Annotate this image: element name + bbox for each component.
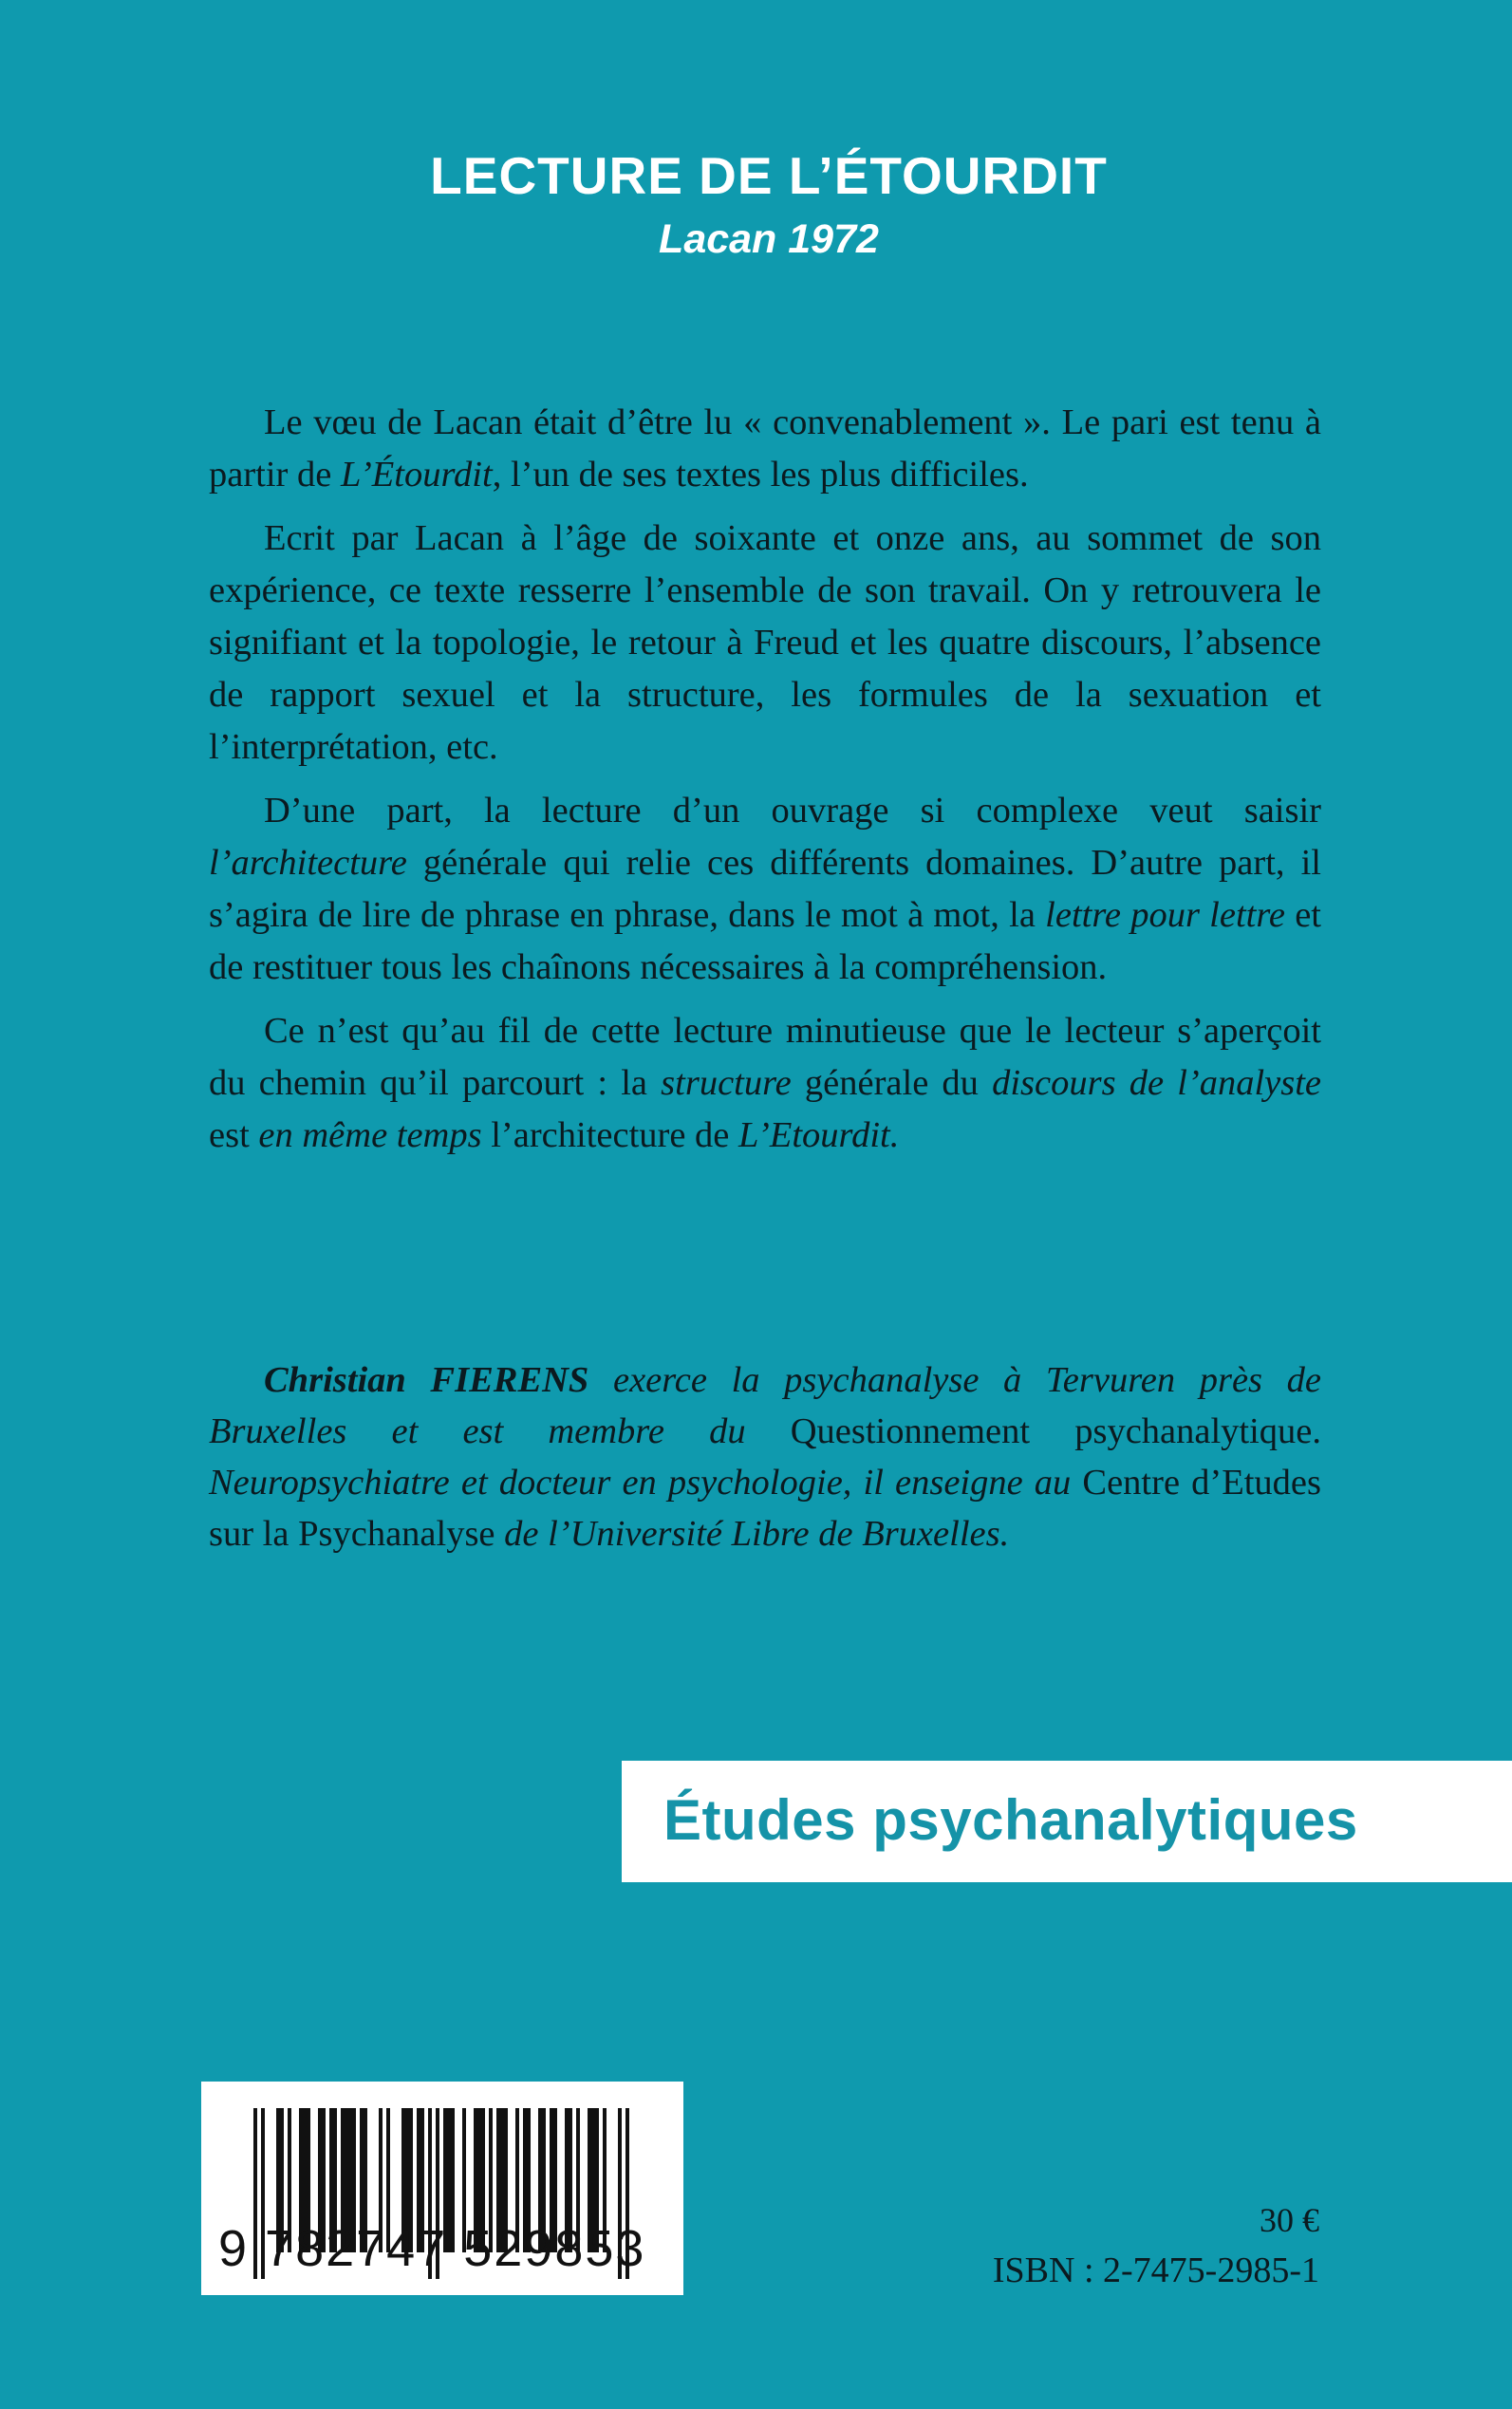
author-bio-text-5: de l’Université Libre de Bruxelles. [495,1514,1010,1554]
barcode-digits: 9 782747 529853 [218,2220,646,2277]
text-run: et de restituer tous les chaînons nécessaires à la compréhension. [209,895,1322,987]
text-run: générale qui relie ces différents domaines. D’autre part, il s’agira de lire de phrase en phrase, dans le mot à mot, la [209,843,1321,935]
text-run: , l’un de ses textes les plus difficiles. [492,455,1029,495]
text-run: Ce n’est qu’au fil de cette lecture minutieuse que le lecteur s’aperçoit du chemin qu’il parcourt : la [209,1011,1321,1103]
author-bio-text-3: Neuropsychiatre et docteur en psychologie, il enseigne au [209,1463,1083,1503]
text-run: discours de l’analyste [992,1063,1322,1103]
description-paragraph-3 [209,785,1321,994]
isbn: ISBN : 2-7475-2985-1 [992,2250,1319,2290]
text-run: structure [661,1063,792,1103]
text-run: en même temps [258,1115,482,1155]
text-run: Le vœu de Lacan était d’être lu « convenablement ». Le pari est tenu à partir de [209,402,1321,495]
author-bio-text-2: Questionnement psychanalytique. [790,1411,1322,1451]
text-run: l’architecture [209,843,407,883]
text-run: L’Etourdit. [738,1115,900,1155]
author-bio-text-1: exerce la psychanalyse à Tervuren près de Bruxelles et est membre du [209,1360,1321,1451]
back-cover-description [209,397,1321,1173]
price: 30 € [1260,2201,1319,2239]
text-run: générale du [791,1063,993,1103]
series-label: Études psychanalytiques [663,1788,1358,1852]
text-run: l’architecture de [481,1115,739,1155]
title-block [0,142,1512,266]
author-bio [209,1354,1321,1559]
book-subtitle: Lacan 1972 [659,216,879,262]
text-run: Ecrit par Lacan à l’âge de soixante et onze ans, au sommet de son expérience, ce texte resserre l’ensemble de son travail. On y retrouvera le signifiant et la topologie, le retour à Freud et les quatre discours, l’absence de rapport sexuel et la structure, les formules de la sexuation et l’interprétation, etc. [209,518,1321,767]
description-paragraph-1 [209,397,1321,501]
author-name: Christian FIERENS [264,1360,589,1400]
book-title: LECTURE DE L’ÉTOURDIT [430,146,1108,205]
series-banner [622,1761,1512,1882]
author-bio-paragraph [209,1354,1321,1559]
text-run: L’Étourdit [340,455,493,495]
author-bio-text-4: Centre d’Etudes sur la Psychanalyse [209,1463,1321,1554]
description-paragraph-4 [209,1005,1321,1162]
text-run: est [209,1115,259,1155]
text-run: lettre pour lettre [1045,895,1285,935]
barcode [201,2082,683,2295]
description-paragraph-2 [209,513,1321,774]
text-run: D’une part, la lecture d’un ouvrage si complexe veut saisir [264,791,1321,831]
